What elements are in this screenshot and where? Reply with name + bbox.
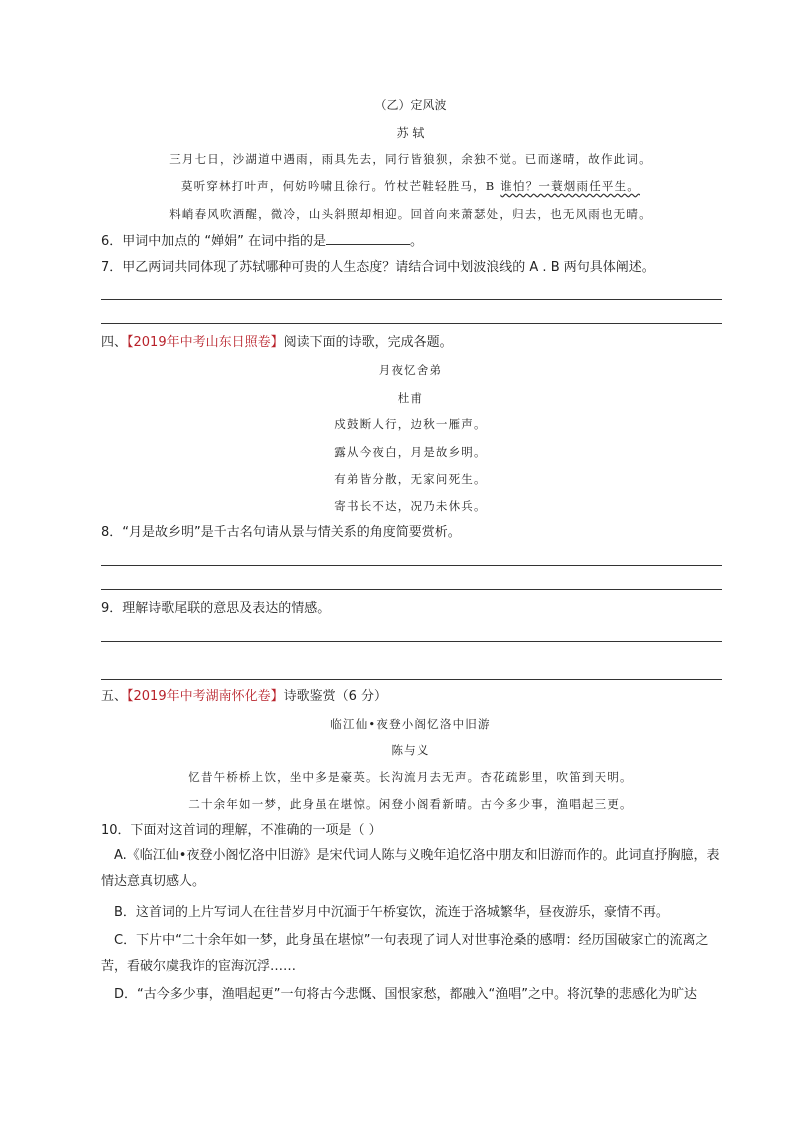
question-6 (101, 232, 423, 251)
poem-author: 陈与义 (391, 743, 430, 757)
question-9: 9．理解诗歌尾联的意思及表达的情感。 (101, 601, 331, 616)
poem-line: 忆昔午桥桥上饮，坐中多是豪英。长沟流月去无声。杏花疏影里，吹笛到天明。 (188, 770, 633, 784)
option-a[interactable]: A.《临江仙•夜登小阁忆洛中旧游》是宋代词人陈与义晚年追忆洛中朋友和旧游而作的。此词直抒胸臆，表情达意真切感人。 (101, 848, 720, 889)
question-7: 7．甲乙两词共同体现了苏轼哪种可贵的人生态度？请结合词中划波浪线的 A . B 两句具体阐述。 (101, 260, 655, 275)
poem-line: 戍鼓断人行，边秋一雁声。 (334, 417, 487, 431)
answer-line[interactable] (101, 299, 722, 300)
poem-author: 杜甫 (397, 391, 424, 405)
question-10: 10．下面对这首词的理解，不准确的一项是（ ） (101, 823, 382, 838)
poem-title: 临江仙•夜登小阁忆洛中旧游 (330, 717, 491, 731)
poem-line: 二十余年如一梦，此身虽在堪惊。闲登小阁看新晴。古今多少事，渔唱起三更。 (188, 797, 633, 811)
answer-line[interactable] (101, 679, 722, 680)
question-text-end: 。 (410, 234, 424, 249)
source-tag: 【2019年中考山东日照卷】 (127, 335, 284, 350)
poem-title: 月夜忆舍弟 (378, 363, 443, 377)
answer-line[interactable] (101, 565, 722, 566)
poem-line: 料峭春风吹酒醒，微冷，山头斜照却相迎。回首向来萧瑟处，归去，也无风雨也无晴。 (169, 207, 652, 221)
section-prefix: 五、 (101, 689, 128, 704)
answer-blank[interactable] (326, 232, 410, 245)
option-c[interactable]: C．下片中“二十余年如一梦，此身虽在堪惊”一句表现了词人对世事沧桑的感喟：经历国破家亡的流离之苦，看破尔虞我诈的宦海沉浮…… (101, 933, 709, 974)
option-b[interactable]: B．这首词的上片写词人在往昔岁月中沉湎于午桥宴饮，流连于洛城繁华，昼夜游乐，豪情不再。 (114, 905, 669, 920)
section-4-heading (101, 334, 453, 352)
poem-author: 苏 轼 (396, 126, 425, 140)
section-5-heading (101, 688, 387, 706)
question-text: 6．甲词中加点的 “婵娟” 在词中指的是 (101, 234, 327, 249)
source-tag: 【2019年中考湖南怀化卷】 (127, 689, 284, 704)
section-prefix: 四、 (101, 335, 128, 350)
poem-line: 寄书长不达，况乃未休兵。 (334, 499, 487, 513)
wavy-underlined-phrase: 谁怕？一蓑烟雨任平生。 (500, 179, 640, 193)
option-d[interactable]: D．“古今多少事，渔唱起更”一句将古今悲慨、国恨家愁，都融入“渔唱”之中。将沉挚的悲感化为旷达 (114, 987, 697, 1002)
section-instruction: 阅读下面的诗歌，完成各题。 (283, 335, 453, 350)
poem-line (100, 177, 721, 195)
poem-line: 露从今夜白，月是故乡明。 (334, 445, 487, 459)
section-instruction: 诗歌鉴赏（6 分） (283, 689, 388, 704)
answer-line[interactable] (101, 323, 722, 324)
answer-line[interactable] (101, 641, 722, 642)
poem-preface: 三月七日，沙湖道中遇雨，雨具先去，同行皆狼狈，余独不觉。已而遂晴，故作此词。 (169, 152, 652, 166)
question-8: 8．“月是故乡明”是千古名句请从景与情关系的角度简要赏析。 (101, 525, 461, 540)
poem-line-text: 莫听穿林打叶声，何妨吟啸且徐行。竹杖芒鞋轻胜马，B (180, 179, 501, 193)
answer-line[interactable] (101, 589, 722, 590)
poem-title: （乙）定风波 (374, 98, 447, 112)
poem-line: 有弟皆分散，无家问死生。 (334, 472, 487, 486)
